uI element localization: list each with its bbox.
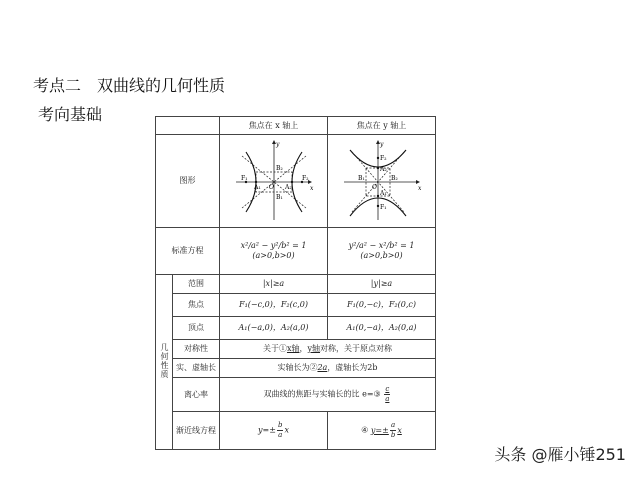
asymptote-y [328, 412, 436, 450]
axes-blank: 2a [317, 363, 328, 372]
axis-x-label: x [417, 184, 421, 192]
standard-equation-label: 标准方程 [156, 228, 220, 275]
condition-y: (a>0,b>0) [360, 251, 403, 260]
label-A1: A₁ [379, 189, 387, 197]
asymptote-y-circle: ④ [361, 425, 369, 435]
vertices-y: A₁(0,−a)，A₂(0,a) [328, 317, 436, 340]
symmetry-row [156, 340, 436, 359]
symmetry-sep: ， [299, 344, 308, 353]
label-B2: B₂ [275, 164, 283, 172]
label-origin: O [371, 183, 377, 191]
axes-prefix: 实轴长为② [277, 363, 318, 372]
asymptote-x-den: a [278, 431, 283, 439]
symmetry-prefix: 关于① [262, 344, 287, 353]
asymptote-y-prefix: y=± [370, 425, 389, 435]
label-A1: A₁ [253, 183, 261, 191]
figure-row [156, 135, 436, 228]
range-y: |y|≥a [328, 275, 436, 294]
foci-x: F₁(−c,0)，F₂(c,0) [220, 294, 328, 317]
geometric-properties-label [156, 275, 173, 450]
label-B1: B₁ [357, 174, 365, 182]
section-title: 考点二 双曲线的几何性质 [33, 76, 226, 95]
asymptote-y-fraction [390, 421, 396, 440]
eccentricity-label: 离心率 [173, 378, 220, 412]
label-F2: F₂ [379, 154, 387, 162]
header-empty-cell [156, 117, 220, 135]
hyperbola-x-figure [234, 138, 314, 222]
table-header-row [156, 117, 436, 135]
label-origin: O [268, 183, 274, 191]
eccentricity-numerator: c [385, 385, 390, 394]
equation-y: y²/a² − x²/b² = 1 [348, 241, 415, 250]
equation-x: x²/a² − y²/b² = 1 [240, 241, 307, 250]
axes-length-row [156, 359, 436, 378]
foci-label: 焦点 [173, 294, 220, 317]
axis-y-label: y [275, 140, 279, 148]
asymptote-label: 渐近线方程 [173, 412, 220, 450]
axis-y-label: y [379, 140, 383, 148]
asymptote-x-prefix: y=± [258, 425, 276, 435]
section-subtitle: 考向基础 [38, 105, 103, 124]
symmetry-suffix: 对称，关于原点对称 [320, 344, 393, 353]
asymptote-row [156, 412, 436, 450]
asymptote-x-num: b [277, 421, 283, 430]
asymptote-y-var: x [397, 425, 402, 435]
asymptote-x-var: x [284, 425, 289, 435]
eccentricity-prefix: 双曲线的焦距与实轴长的比 e=③ [263, 389, 381, 399]
header-foci-on-x: 焦点在 x 轴上 [220, 117, 328, 135]
symmetry-label: 对称性 [173, 340, 220, 359]
foci-y: F₁(0,−c)，F₂(0,c) [328, 294, 436, 317]
asymptote-x [220, 412, 328, 450]
asymptote-y-den: b [390, 431, 396, 439]
label-A2: A₂ [379, 165, 387, 173]
watermark: 头条 @雁小锤251 [494, 445, 626, 464]
hyperbola-y-figure [342, 138, 422, 222]
label-F1: F₁ [240, 174, 248, 182]
hyperbola-properties-table [155, 116, 436, 450]
standard-equation-row [156, 228, 436, 275]
condition-x: (a>0,b>0) [252, 251, 295, 260]
standard-equation-y [328, 228, 436, 275]
label-B2: B₂ [390, 174, 398, 182]
axes-length-value [220, 359, 436, 378]
symmetry-value [220, 340, 436, 359]
label-A2: A₂ [284, 183, 292, 191]
symmetry-blank-2: y轴 [307, 344, 321, 353]
label-F2: F₂ [301, 174, 309, 182]
vertices-label: 顶点 [173, 317, 220, 340]
geometric-properties-text: 几何性质 [160, 342, 169, 379]
symmetry-blank-1: x轴 [286, 344, 300, 353]
figure-label: 图形 [156, 135, 220, 228]
eccentricity-row [156, 378, 436, 412]
axis-x-label: x [309, 184, 313, 192]
label-F1: F₁ [379, 203, 387, 211]
axes-length-label: 实、虚轴长 [173, 359, 220, 378]
vertices-row [156, 317, 436, 340]
asymptote-x-fraction [277, 421, 283, 440]
range-row [156, 275, 436, 294]
label-B1: B₁ [275, 193, 283, 201]
range-label: 范围 [173, 275, 220, 294]
figure-x-cell [220, 135, 328, 228]
vertices-x: A₁(−a,0)，A₂(a,0) [220, 317, 328, 340]
header-foci-on-y: 焦点在 y 轴上 [328, 117, 436, 135]
asymptote-y-num: a [390, 421, 396, 430]
eccentricity-fraction [384, 385, 390, 404]
standard-equation-x [220, 228, 328, 275]
range-x: |x|≥a [220, 275, 328, 294]
axes-suffix: ，虚轴长为2b [327, 363, 378, 372]
foci-row [156, 294, 436, 317]
figure-y-cell [328, 135, 436, 228]
eccentricity-denominator: a [385, 395, 390, 403]
asymptote-y-answer [370, 421, 402, 439]
eccentricity-value [220, 378, 436, 412]
